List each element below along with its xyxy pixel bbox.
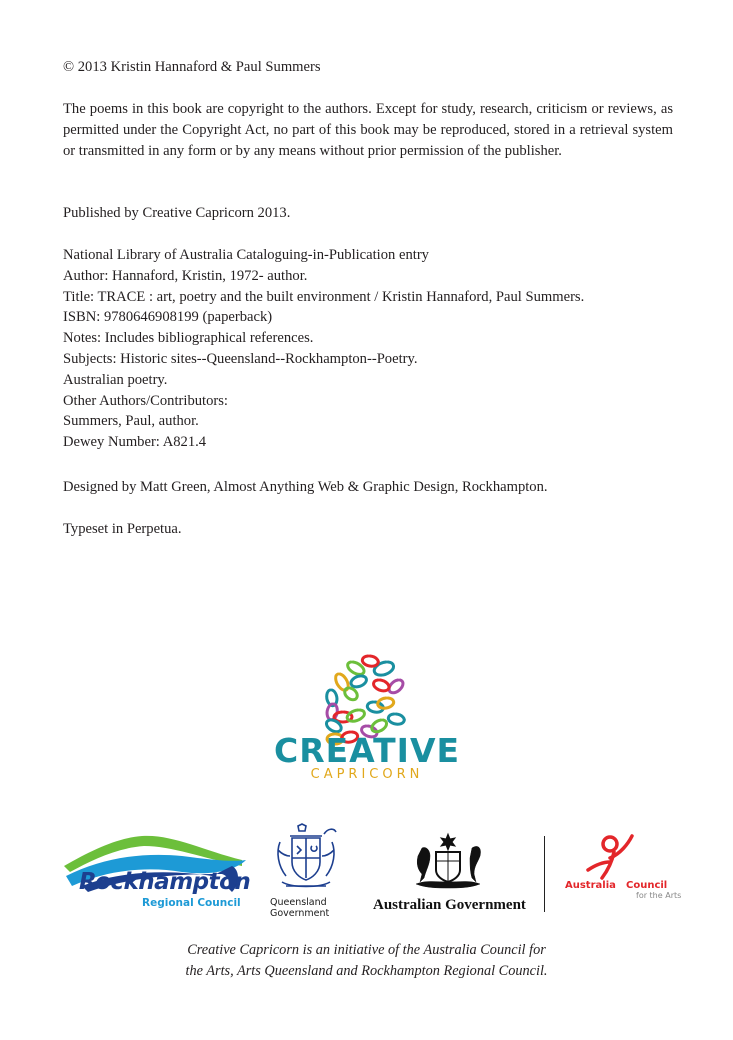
logo-divider bbox=[544, 836, 545, 912]
cip-heading: National Library of Australia Cataloguing-in-Publication entry bbox=[63, 247, 429, 263]
queensland-wordmark: Queensland Government bbox=[270, 897, 330, 919]
australia-council-figure-icon bbox=[580, 832, 640, 882]
queensland-crest-icon bbox=[268, 822, 344, 900]
australian-government-wordmark: Australian Government bbox=[373, 897, 526, 913]
typeset-line: Typeset in Perpetua. bbox=[63, 521, 182, 537]
rockhampton-wordmark: Rockhampton bbox=[79, 869, 251, 895]
capricorn-wordmark: CAPRICORN bbox=[310, 767, 424, 782]
cip-contributor: Summers, Paul, author. bbox=[63, 413, 199, 430]
cip-author: Author: Hannaford, Kristin, 1972- author. bbox=[63, 267, 308, 284]
cip-isbn: ISBN: 9780646908199 (paperback) bbox=[63, 309, 273, 326]
cip-contributors-label: Other Authors/Contributors: bbox=[63, 392, 228, 409]
rockhampton-subtitle: Regional Council bbox=[142, 897, 241, 909]
publisher-line: Published by Creative Capricorn 2013. bbox=[63, 205, 291, 221]
creative-wordmark: CREATIVE bbox=[274, 731, 461, 770]
australia-council-word-2: Council bbox=[626, 880, 668, 891]
cip-title: Title: TRACE : art, poetry and the built environment / Kristin Hannaford, Paul Summers. bbox=[63, 288, 585, 305]
initiative-statement: Creative Capricorn is an initiative of the Australia Council for the Arts, Arts Queensland and Rockhampton Regional Council. bbox=[185, 942, 548, 979]
australian-coat-of-arms-icon bbox=[408, 832, 488, 894]
copyright-line: © 2013 Kristin Hannaford & Paul Summers bbox=[63, 59, 321, 75]
australia-council-tagline: for the Arts bbox=[636, 891, 682, 900]
cip-subjects: Subjects: Historic sites--Queensland--Rockhampton--Poetry. bbox=[63, 350, 418, 367]
cip-dewey: Dewey Number: A821.4 bbox=[63, 434, 207, 451]
designer-credit: Designed by Matt Green, Almost Anything Web & Graphic Design, Rockhampton. bbox=[63, 479, 548, 495]
copyright-notice: The poems in this book are copyright to the authors. Except for study, research, criticism or reviews, as permitted under the Copyright Act, no part of this book may be reproduced, stored in a retrieval system or transmitted in any form or by any means without prior permission of the publisher. bbox=[63, 101, 673, 159]
cip-subject-2: Australian poetry. bbox=[63, 371, 168, 388]
cip-entry bbox=[63, 245, 673, 453]
cip-notes: Notes: Includes bibliographical references. bbox=[63, 330, 314, 347]
australia-council-word-1: Australia bbox=[565, 880, 616, 891]
